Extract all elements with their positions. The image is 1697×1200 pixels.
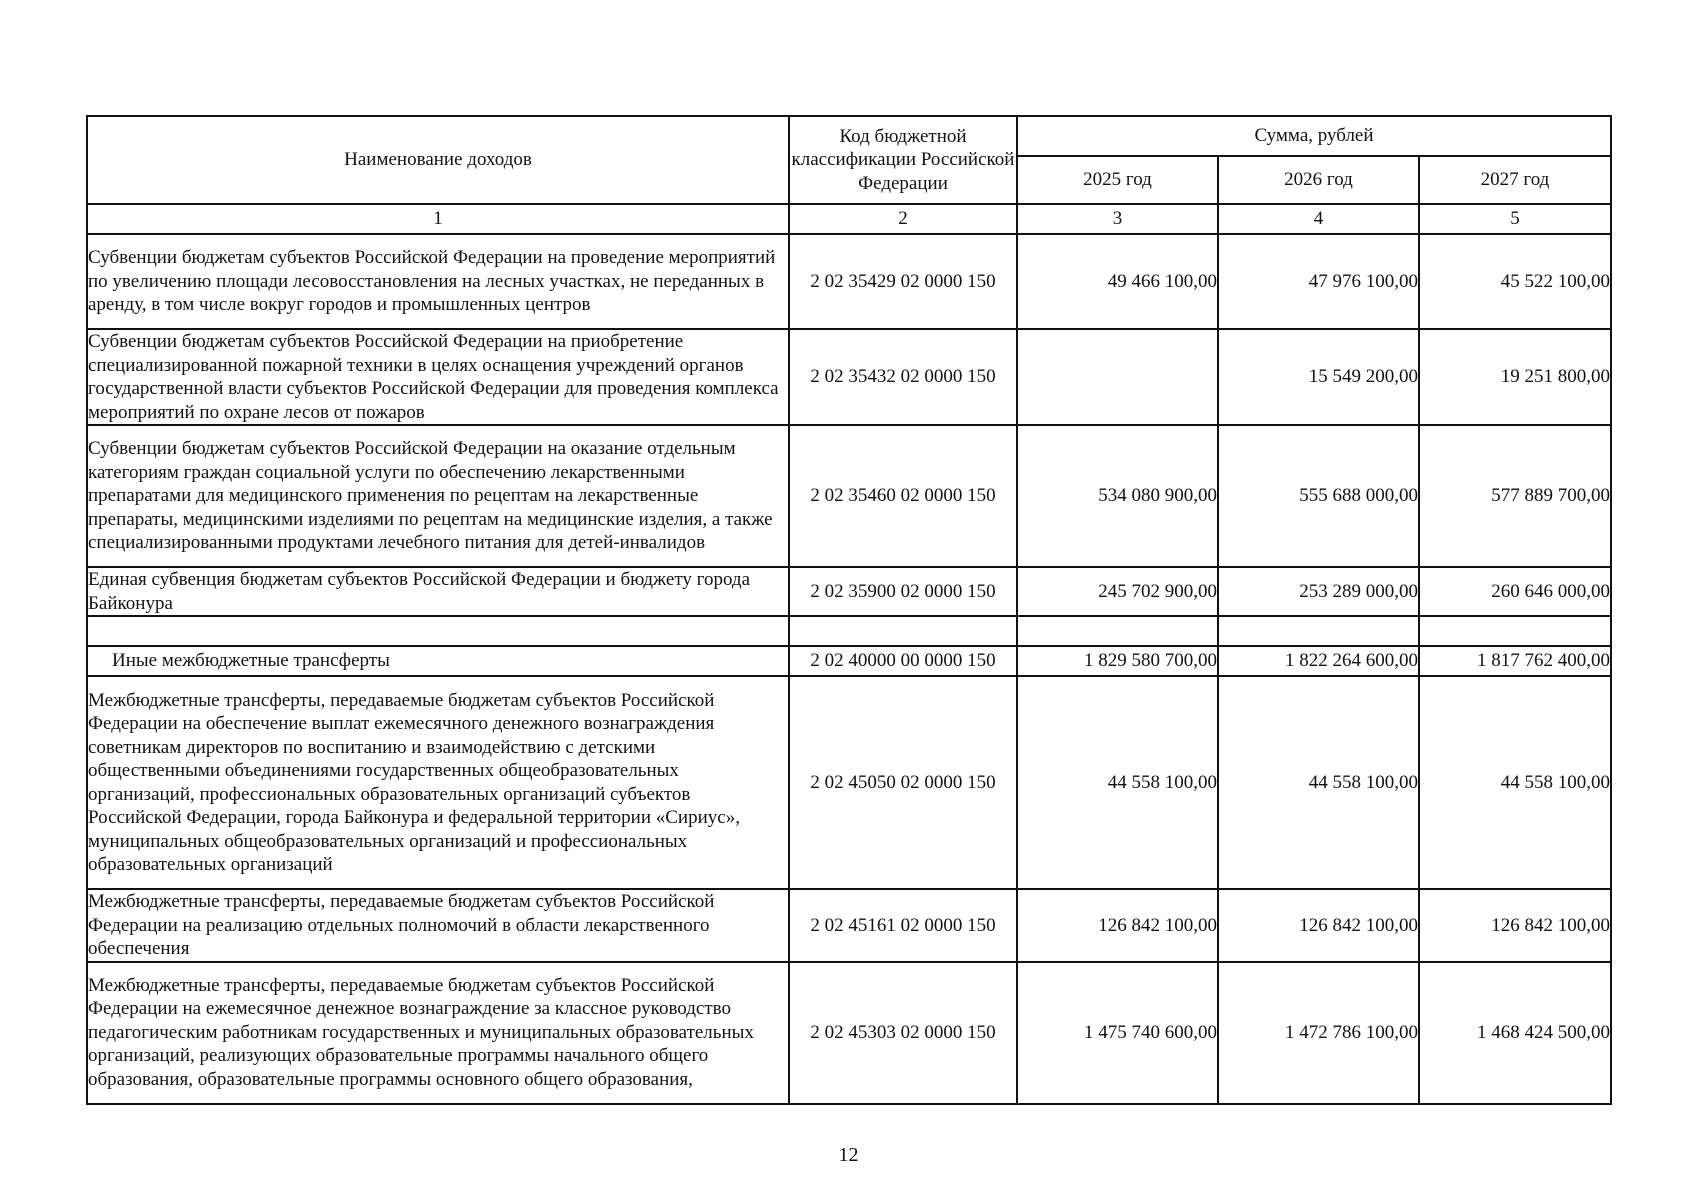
budget-code: 2 02 35900 02 0000 150 [789, 567, 1017, 616]
table-header [87, 116, 1611, 234]
table-row [87, 329, 1611, 425]
page-number: 12 [838, 1144, 859, 1166]
header-code: Код бюджетной классификации Российской Федерации [789, 116, 1017, 204]
column-number-row [87, 204, 1611, 234]
amount-2027: 19 251 800,00 [1419, 329, 1611, 425]
amount-2026: 1 822 264 600,00 [1218, 646, 1419, 676]
budget-code [789, 616, 1017, 646]
amount-2026: 253 289 000,00 [1218, 567, 1419, 616]
amount-2025: 245 702 900,00 [1017, 567, 1218, 616]
amount-2025: 49 466 100,00 [1017, 234, 1218, 329]
amount-2025: 126 842 100,00 [1017, 889, 1218, 962]
amount-2027: 126 842 100,00 [1419, 889, 1611, 962]
empty-row [87, 616, 1611, 646]
column-number: 5 [1419, 204, 1611, 234]
income-name: Межбюджетные трансферты, передаваемые бюджетам субъектов Российской Федерации на ежемесячное денежное вознаграждение за классное руководство педагогическим работникам государственных и муниципальных образовательных организаций, реализующих образовательные программы начального общего образования, образовательные программы основного общего образования, [87, 962, 789, 1104]
income-name: Межбюджетные трансферты, передаваемые бюджетам субъектов Российской Федерации на реализацию отдельных полномочий в области лекарственного обеспечения [87, 889, 789, 962]
group-row [87, 646, 1611, 676]
table-row [87, 889, 1611, 962]
table-row [87, 567, 1611, 616]
table-body [87, 234, 1611, 1104]
budget-code: 2 02 40000 00 0000 150 [789, 646, 1017, 676]
amount-2025 [1017, 616, 1218, 646]
amount-2026: 47 976 100,00 [1218, 234, 1419, 329]
header-name: Наименование доходов [87, 116, 789, 204]
table-row [87, 962, 1611, 1104]
amount-2027: 45 522 100,00 [1419, 234, 1611, 329]
income-name: Субвенции бюджетам субъектов Российской Федерации на приобретение специализированной пожарной техники в целях оснащения учреждений органов государственной власти субъектов Российской Федерации для проведения комплекса мероприятий по охране лесов от пожаров [87, 329, 789, 425]
amount-2027 [1419, 616, 1611, 646]
header-sum: Сумма, рублей [1017, 116, 1611, 156]
amount-2025: 44 558 100,00 [1017, 676, 1218, 889]
column-number: 4 [1218, 204, 1419, 234]
income-name [87, 616, 789, 646]
table-row [87, 234, 1611, 329]
income-name: Единая субвенция бюджетам субъектов Российской Федерации и бюджету города Байконура [87, 567, 789, 616]
header-year-2027: 2027 год [1419, 156, 1611, 204]
amount-2026: 555 688 000,00 [1218, 425, 1419, 567]
budget-code: 2 02 45161 02 0000 150 [789, 889, 1017, 962]
budget-code: 2 02 35429 02 0000 150 [789, 234, 1017, 329]
header-year-2025: 2025 год [1017, 156, 1218, 204]
column-number: 1 [87, 204, 789, 234]
table-row [87, 425, 1611, 567]
income-name: Субвенции бюджетам субъектов Российской Федерации на проведение мероприятий по увеличению площади лесовосстановления на лесных участках, не переданных в аренду, в том числе вокруг городов и промышленных центров [87, 234, 789, 329]
amount-2025: 534 080 900,00 [1017, 425, 1218, 567]
amount-2027: 577 889 700,00 [1419, 425, 1611, 567]
budget-code: 2 02 45303 02 0000 150 [789, 962, 1017, 1104]
column-number: 2 [789, 204, 1017, 234]
amount-2025 [1017, 329, 1218, 425]
amount-2026: 126 842 100,00 [1218, 889, 1419, 962]
budget-code: 2 02 45050 02 0000 150 [789, 676, 1017, 889]
amount-2026: 1 472 786 100,00 [1218, 962, 1419, 1104]
amount-2025: 1 829 580 700,00 [1017, 646, 1218, 676]
budget-code: 2 02 35460 02 0000 150 [789, 425, 1017, 567]
amount-2027: 1 468 424 500,00 [1419, 962, 1611, 1104]
income-name: Субвенции бюджетам субъектов Российской Федерации на оказание отдельным категориям граждан социальной услуги по обеспечению лекарственными препаратами для медицинского применения по рецептам на лекарственные препараты, медицинскими изделиями по рецептам на медицинские изделия, а также специализированными продуктами лечебного питания для детей-инвалидов [87, 425, 789, 567]
budget-income-table [86, 115, 1612, 1105]
amount-2026: 15 549 200,00 [1218, 329, 1419, 425]
amount-2027: 1 817 762 400,00 [1419, 646, 1611, 676]
amount-2026 [1218, 616, 1419, 646]
income-group-name: Иные межбюджетные трансферты [87, 646, 789, 676]
amount-2027: 44 558 100,00 [1419, 676, 1611, 889]
header-year-2026: 2026 год [1218, 156, 1419, 204]
income-name: Межбюджетные трансферты, передаваемые бюджетам субъектов Российской Федерации на обеспечение выплат ежемесячного денежного вознаграждения советникам директоров по воспитанию и взаимодействию с детскими общественными объединениями государственных общеобразовательных организаций, профессиональных образовательных организаций субъектов Российской Федерации, города Байконура и федеральной территории «Сириус», муниципальных общеобразовательных организаций и профессиональных образовательных организаций [87, 676, 789, 889]
column-number: 3 [1017, 204, 1218, 234]
amount-2026: 44 558 100,00 [1218, 676, 1419, 889]
table-row [87, 676, 1611, 889]
amount-2025: 1 475 740 600,00 [1017, 962, 1218, 1104]
budget-code: 2 02 35432 02 0000 150 [789, 329, 1017, 425]
amount-2027: 260 646 000,00 [1419, 567, 1611, 616]
